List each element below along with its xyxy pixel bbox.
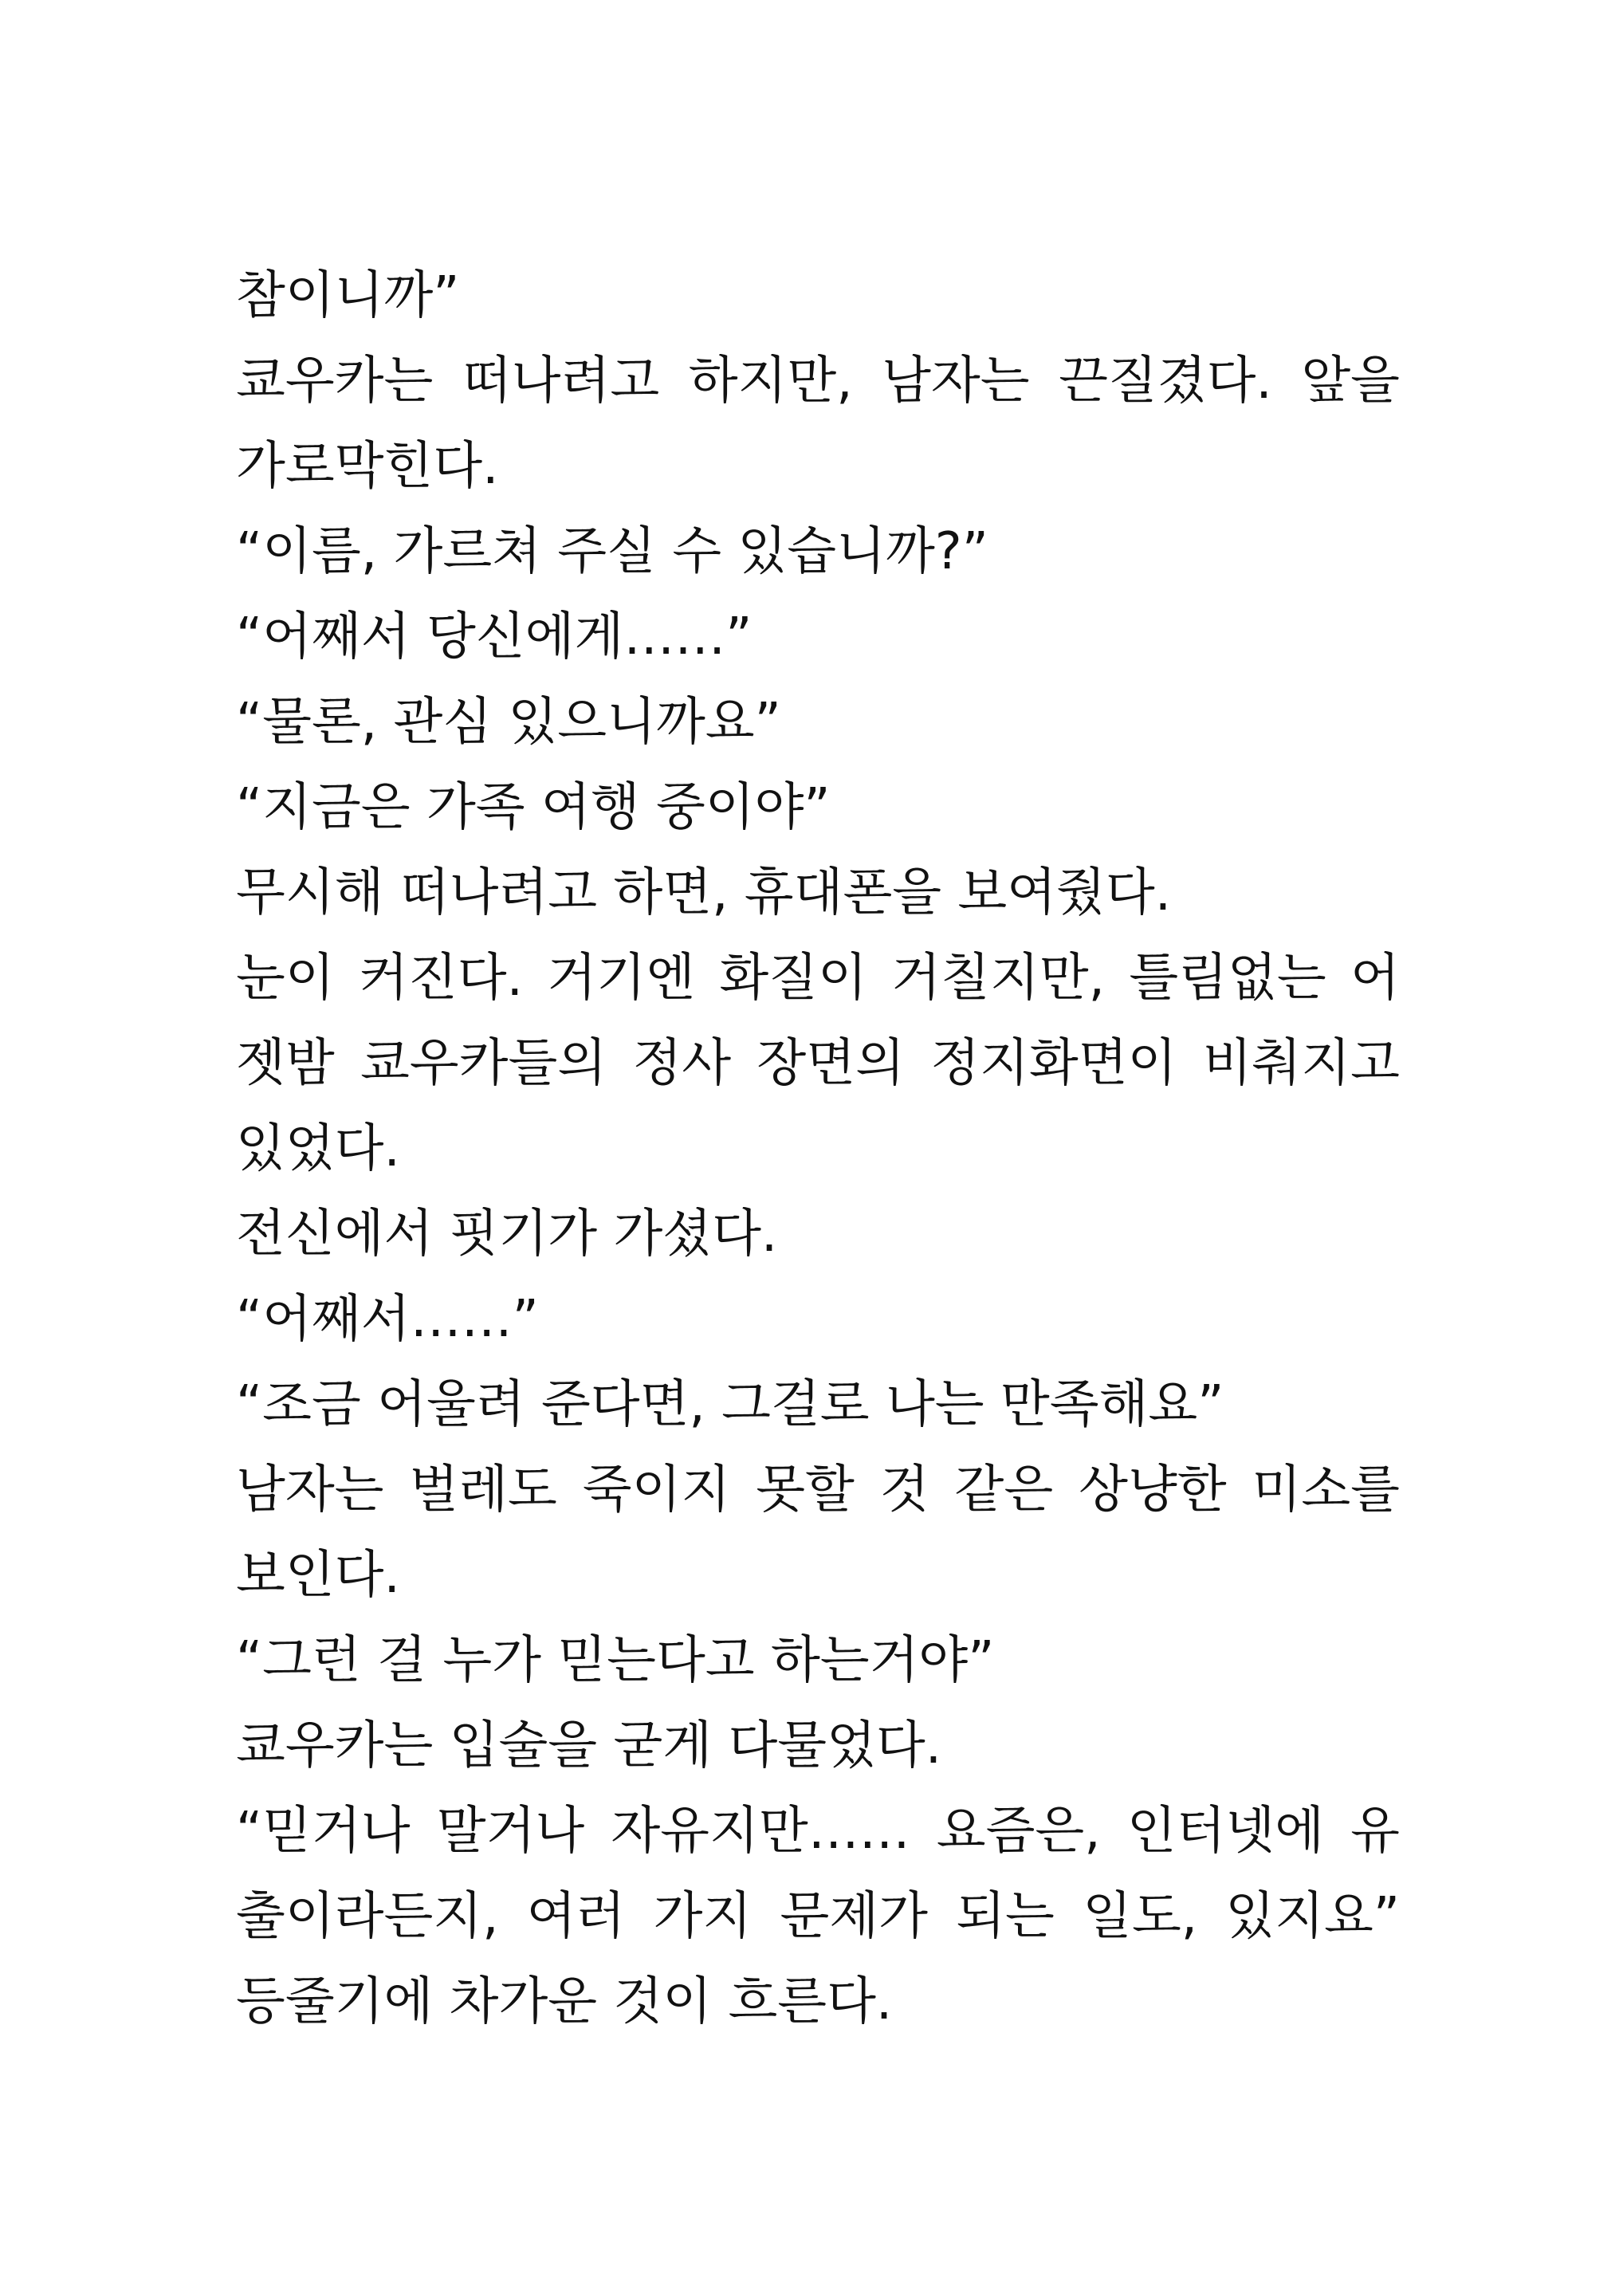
text-line: “그런 걸 누가 믿는다고 하는거야” (236, 1631, 995, 1690)
text-line: 출이라든지, 여러 가지 문제가 되는 일도, 있지요” (236, 1887, 1400, 1946)
text-line: 눈이 커진다. 거기엔 화질이 거칠지만, 틀림없는 어 (236, 949, 1400, 1008)
text-line: 쿄우카는 입술을 굳게 다물었다. (236, 1716, 942, 1775)
text-line: “조금 어울려 준다면, 그걸로 나는 만족해요” (236, 1375, 1224, 1434)
text-line: 남자는 벌레도 죽이지 못할 것 같은 상냥한 미소를 (236, 1461, 1400, 1520)
text-line: 등줄기에 차가운 것이 흐른다. (236, 1972, 893, 2031)
text-line: 쿄우카는 떠나려고 하지만, 남자는 끈질겼다. 앞을 (236, 352, 1400, 411)
text-line: 보인다. (236, 1546, 400, 1605)
text-line: 참이니까” (236, 266, 460, 325)
body-text (236, 254, 1400, 2045)
text-line: “어째서……” (236, 1290, 539, 1349)
text-line: “지금은 가족 여행 중이야” (236, 778, 831, 837)
text-line: 젯밤 쿄우카들의 정사 장면의 정지화면이 비춰지고 (236, 1034, 1400, 1093)
text-line: 전신에서 핏기가 가셨다. (236, 1205, 778, 1264)
text-line: “믿거나 말거나 자유지만…… 요즘은, 인터넷에 유 (236, 1802, 1400, 1861)
text-line: 있었다. (236, 1119, 400, 1178)
text-line: “어째서 당신에게……” (236, 607, 753, 666)
text-line: 가로막힌다. (236, 437, 499, 496)
text-line: “물론, 관심 있으니까요” (236, 693, 781, 752)
text-line: 무시해 떠나려고 하면, 휴대폰을 보여줬다. (236, 863, 1172, 922)
text-line: “이름, 가르쳐 주실 수 있습니까?” (236, 522, 988, 581)
